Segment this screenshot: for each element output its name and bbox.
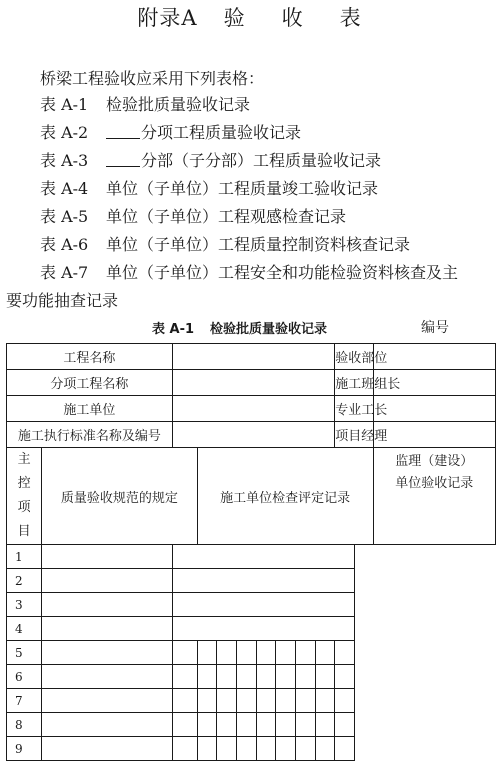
standard-label: 施工执行标准名称及编号 [7, 422, 173, 448]
table-row [7, 396, 496, 422]
foreman-label: 专业工长 [335, 396, 373, 422]
list-item-text: 分部（子分部）工程质量验收记录 [141, 151, 382, 170]
list-item-num: 表 A-2 [40, 123, 89, 142]
list-item-num: 表 A-5 [40, 207, 89, 226]
table-row [7, 344, 496, 370]
table-row [7, 569, 496, 593]
check-subcell[interactable] [256, 737, 276, 761]
blank-line [106, 122, 140, 139]
check-subcell[interactable] [256, 641, 276, 665]
check-subcell[interactable] [197, 665, 217, 689]
check-cell[interactable] [172, 593, 354, 617]
list-item [40, 232, 495, 260]
spec-cell[interactable] [42, 617, 173, 641]
project-manager-label: 项目经理 [335, 422, 373, 448]
list-item-text: 单位（子单位）工程安全和功能检验资料核查及主 [106, 263, 459, 282]
list-item-text: 单位（子单位）工程质量竣工验收记录 [106, 179, 379, 198]
check-subcell[interactable] [315, 737, 335, 761]
intro-text: 桥梁工程验收应采用下列表格： [40, 69, 265, 88]
check-subcell[interactable] [276, 689, 296, 713]
check-subcell[interactable] [236, 737, 256, 761]
list-item [40, 120, 495, 148]
serial-number-label: 编号 [421, 320, 449, 336]
row-number: 2 [7, 569, 42, 593]
check-subcell[interactable] [197, 737, 217, 761]
supervisor-header-line1: 监理（建设） [395, 454, 474, 469]
check-subcell[interactable] [217, 641, 237, 665]
list-item-text: 单位（子单位）工程质量控制资料核查记录 [106, 235, 411, 254]
spec-cell[interactable] [42, 665, 173, 689]
list-item-num: 表 A-6 [40, 235, 89, 254]
table-row [7, 422, 496, 448]
supervisor-header-line2: 单位验收记录 [395, 476, 474, 491]
table-row [7, 593, 496, 617]
table-row [7, 689, 496, 713]
project-name-label: 工程名称 [7, 344, 173, 370]
row-number: 1 [7, 545, 42, 569]
check-subcell[interactable] [295, 689, 315, 713]
table-row [7, 713, 496, 737]
check-subcell[interactable] [197, 641, 217, 665]
spec-cell[interactable] [42, 593, 173, 617]
spec-cell[interactable] [42, 545, 173, 569]
check-subcell[interactable] [315, 689, 335, 713]
table-caption [152, 318, 327, 337]
list-item-num: 表 A-4 [40, 179, 89, 198]
spec-cell[interactable] [42, 641, 173, 665]
caption-title: 检验批质量验收记录 [210, 322, 328, 337]
check-subcell[interactable] [295, 641, 315, 665]
check-subcell[interactable] [236, 689, 256, 713]
subitem-name-value[interactable] [172, 370, 335, 396]
team-leader-label: 施工班组长 [335, 370, 373, 396]
check-subcell[interactable] [256, 689, 276, 713]
row-number: 4 [7, 617, 42, 641]
check-cell[interactable] [172, 545, 354, 569]
caption-num: 表 A-1 [152, 322, 195, 337]
tables-list [6, 92, 495, 316]
check-subcell[interactable] [315, 713, 335, 737]
inspection-part-value[interactable] [373, 344, 495, 370]
check-subcell[interactable] [295, 737, 315, 761]
supervisor-column [373, 448, 495, 545]
row-number: 5 [7, 641, 42, 665]
appendix-title [0, 2, 499, 32]
check-subcell[interactable] [217, 713, 237, 737]
check-subcell[interactable] [236, 713, 256, 737]
inspection-part-label: 验收部位 [335, 344, 373, 370]
check-subcell[interactable] [315, 641, 335, 665]
table-row [7, 641, 496, 665]
check-subcell[interactable] [172, 689, 197, 713]
check-subcell[interactable] [172, 641, 197, 665]
project-manager-value[interactable] [373, 422, 495, 448]
side-char-2: 控 [17, 476, 31, 491]
row-number: 8 [7, 713, 42, 737]
spec-header: 质量验收规范的规定 [42, 448, 197, 545]
check-subcell[interactable] [256, 713, 276, 737]
list-item-text-cont: 要功能抽查记录 [6, 291, 119, 310]
construction-unit-value[interactable] [172, 396, 335, 422]
check-subcell[interactable] [236, 665, 256, 689]
check-subcell[interactable] [197, 713, 217, 737]
list-item [40, 260, 495, 288]
spec-cell[interactable] [42, 713, 173, 737]
check-subcell[interactable] [295, 713, 315, 737]
construction-unit-label: 施工单位 [7, 396, 173, 422]
spec-cell[interactable] [42, 569, 173, 593]
check-subcell[interactable] [276, 641, 296, 665]
list-item-text: 单位（子单位）工程观感检查记录 [106, 207, 347, 226]
list-item [40, 176, 495, 204]
check-subcell[interactable] [335, 689, 355, 713]
check-subcell[interactable] [217, 665, 237, 689]
list-item-continuation [6, 288, 495, 316]
subitem-name-label: 分项工程名称 [7, 370, 173, 396]
main-control-items-label [7, 448, 42, 545]
spec-cell[interactable] [42, 737, 173, 761]
check-subcell[interactable] [172, 713, 197, 737]
row-number: 3 [7, 593, 42, 617]
row-number: 9 [7, 737, 42, 761]
check-subcell[interactable] [172, 737, 197, 761]
table-row [7, 545, 496, 569]
check-subcell[interactable] [256, 665, 276, 689]
check-subcell[interactable] [172, 665, 197, 689]
check-subcell[interactable] [217, 689, 237, 713]
check-subcell[interactable] [276, 737, 296, 761]
appendix-char-1: 验 [223, 6, 246, 30]
check-subcell[interactable] [236, 641, 256, 665]
side-char-1: 主 [17, 452, 31, 467]
foreman-value[interactable] [373, 396, 495, 422]
table-row [7, 737, 496, 761]
list-item-num: 表 A-3 [40, 151, 89, 170]
check-subcell[interactable] [335, 713, 355, 737]
check-subcell[interactable] [335, 641, 355, 665]
side-char-3: 项 [17, 500, 31, 515]
unit-check-header: 施工单位检查评定记录 [197, 448, 373, 545]
blank-line [106, 150, 140, 167]
inspection-record-table [6, 343, 496, 761]
appendix-char-3: 表 [339, 6, 362, 30]
list-item [40, 92, 495, 120]
table-row [7, 665, 496, 689]
list-item-num: 表 A-7 [40, 263, 89, 282]
table-row [7, 448, 496, 545]
list-item-num: 表 A-1 [40, 95, 89, 114]
check-subcell[interactable] [197, 689, 217, 713]
check-subcell[interactable] [335, 665, 355, 689]
check-subcell[interactable] [295, 665, 315, 689]
appendix-char-2: 收 [281, 6, 304, 30]
check-subcell[interactable] [335, 737, 355, 761]
table-row [7, 370, 496, 396]
row-number: 6 [7, 665, 42, 689]
check-subcell[interactable] [315, 665, 335, 689]
check-cell[interactable] [172, 617, 354, 641]
list-item [40, 204, 495, 232]
project-name-value[interactable] [172, 344, 335, 370]
appendix-label: 附录A [137, 6, 198, 30]
table-row [7, 617, 496, 641]
check-cell[interactable] [172, 569, 354, 593]
spec-cell[interactable] [42, 689, 173, 713]
check-subcell[interactable] [276, 665, 296, 689]
check-subcell[interactable] [217, 737, 237, 761]
list-item-text: 分项工程质量验收记录 [141, 123, 302, 142]
side-char-4: 目 [17, 524, 31, 539]
check-subcell[interactable] [276, 713, 296, 737]
list-item [40, 148, 495, 176]
row-number: 7 [7, 689, 42, 713]
list-item-text: 检验批质量验收记录 [106, 95, 251, 114]
standard-value[interactable] [172, 422, 335, 448]
